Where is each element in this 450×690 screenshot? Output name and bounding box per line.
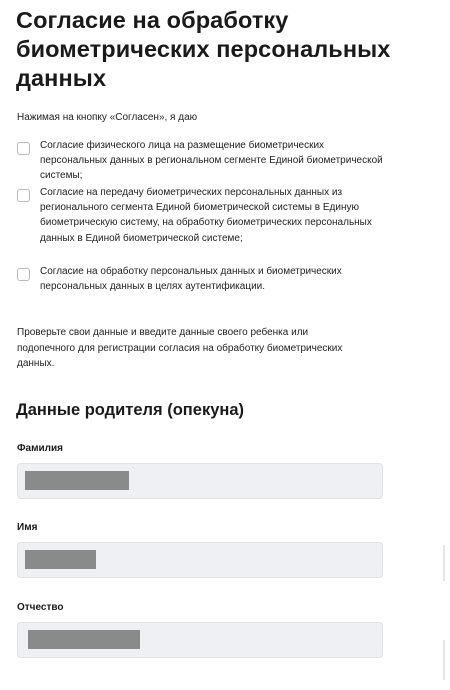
edge-divider <box>443 640 445 680</box>
consent-text-placement: Согласие физического лица на размещение биометрических персональных данных в региональном сегменте Единой биометрической системы; <box>40 140 383 182</box>
redacted-value <box>28 630 140 649</box>
patronymic-field[interactable] <box>17 622 383 658</box>
first-name-label: Имя <box>17 522 38 533</box>
page-title: Согласие на обработку биометрических персональных данных <box>16 7 391 91</box>
consent-checkbox-authentication[interactable] <box>17 268 30 281</box>
intro-text: Нажимая на кнопку «Согласен», я даю <box>17 112 198 123</box>
last-name-label: Фамилия <box>17 443 63 454</box>
first-name-field[interactable] <box>17 542 383 578</box>
consent-checkbox-placement[interactable] <box>17 142 30 155</box>
last-name-field[interactable] <box>17 463 383 499</box>
patronymic-label: Отчество <box>17 602 64 613</box>
consent-checkbox-transfer[interactable] <box>17 189 30 202</box>
redacted-value <box>25 550 96 569</box>
info-text: Проверьте свои данные и введите данные своего ребенка или подопечного для регистрации согласия на обработку биометрических данных. <box>17 327 343 370</box>
parent-section-title: Данные родителя (опекуна) <box>16 401 245 419</box>
edge-divider <box>443 545 445 581</box>
consent-text-transfer: Согласие на передачу биометрических персональных данных из регионального сегмента Единой биометрической системы в Единую биометрическую систему, на обработку биометрических персональных данных в Единой биометрической системе; <box>40 187 372 244</box>
redacted-value <box>25 471 129 490</box>
consent-text-authentication: Согласие на обработку персональных данных и биометрических персональных данных в целях аутентификации. <box>40 266 342 293</box>
